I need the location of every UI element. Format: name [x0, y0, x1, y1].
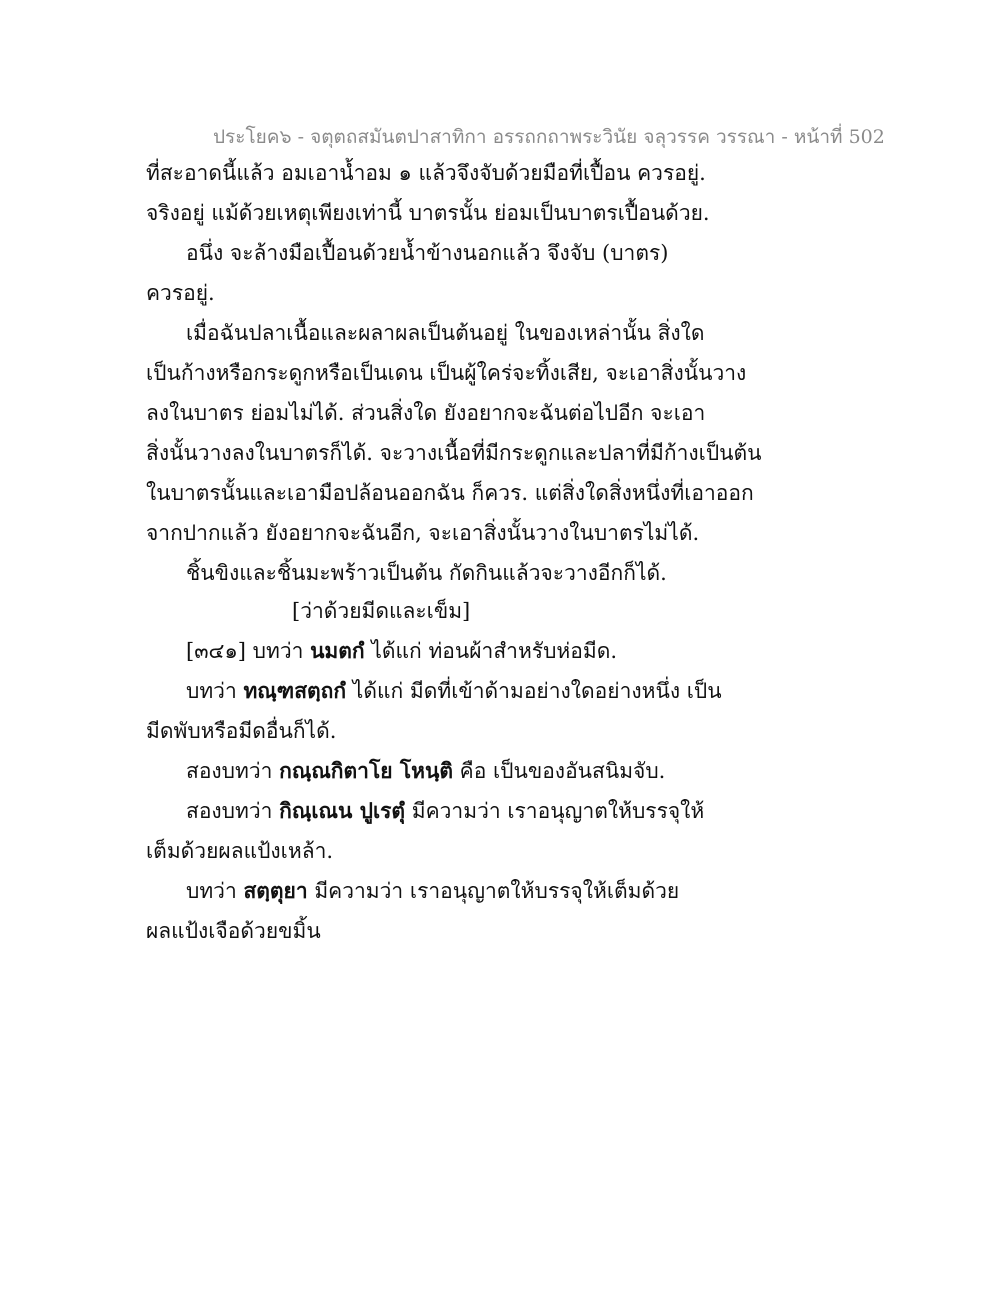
paragraph-341: [186, 636, 617, 666]
pali-term: กณฺณกิตาโย โหนฺติ: [279, 758, 453, 783]
text-span: มีความว่า เราอนุญาตให้บรรจุให้: [405, 799, 705, 823]
text-line: ควรอยู่.: [146, 281, 215, 305]
text-line: เต็มด้วยผลแป้งเหล้า.: [146, 839, 334, 863]
text-span: ได้แก่ มีดที่เข้าด้ามอย่างใดอย่างหนึ่ง เป็น: [346, 679, 722, 703]
text-span: บทว่า: [186, 879, 244, 903]
pali-term: กิณฺเณน ปูเรตุํ: [279, 798, 406, 823]
pali-term: ทณฺฑสตฺถกํ: [243, 678, 347, 703]
text-line: [186, 756, 665, 786]
text-line: อนึ่ง จะล้างมือเปื้อนด้วยน้ำข้างนอกแล้ว จึงจับ (บาตร): [186, 241, 669, 265]
text-line: มีดพับหรือมีดอื่นก็ได้.: [146, 719, 337, 743]
text-line: ในบาตรนั้นและเอามือปล้อนออกฉัน ก็ควร. แต่สิ่งใดสิ่งหนึ่งที่เอาออก: [146, 481, 754, 505]
text-span: สองบทว่า: [186, 799, 280, 823]
pali-term: สตฺตุยา: [243, 878, 308, 903]
text-span: สองบทว่า: [186, 759, 280, 783]
text-line: [186, 796, 704, 826]
page-header: ประโยค๖ - จตุตถสมันตปาสาทิกา อรรถกถาพระวินัย จลุวรรค วรรณา - หน้าที่ 502: [213, 126, 885, 148]
text-span: บทว่า: [245, 639, 311, 663]
text-line: ลงในบาตร ย่อมไม่ได้. ส่วนสิ่งใด ยังอยากจะฉันต่อไปอีก จะเอา: [146, 401, 706, 425]
text-line: จากปากแล้ว ยังอยากจะฉันอีก, จะเอาสิ่งนั้นวางในบาตรไม่ได้.: [146, 521, 700, 545]
text-line: ที่สะอาดนี้แล้ว อมเอาน้ำอม ๑ แล้วจึงจับด้วยมือที่เปื้อน ควรอยู่.: [146, 161, 706, 185]
text-line: [186, 676, 722, 706]
paragraph-number: [๓๔๑]: [186, 639, 246, 663]
text-line: [186, 876, 679, 906]
text-span: คือ เป็นของอันสนิมจับ.: [452, 759, 666, 783]
text-line: เป็นก้างหรือกระดูกหรือเป็นเดน เป็นผู้ใคร่จะทิ้งเสีย, จะเอาสิ่งนั้นวาง: [146, 361, 747, 385]
text-line: ชิ้นขิงและชิ้นมะพร้าวเป็นต้น กัดกินแล้วจะวางอีกก็ได้.: [186, 561, 667, 585]
text-span: มีความว่า เราอนุญาตให้บรรจุให้เต็มด้วย: [307, 879, 680, 903]
text-line: เมื่อฉันปลาเนื้อและผลาผลเป็นต้นอยู่ ในของเหล่านั้น สิ่งใด: [186, 321, 705, 345]
text-line: ผลแป้งเจือด้วยขมิ้น: [146, 919, 321, 943]
section-heading: [ว่าด้วยมีดและเข็ม]: [292, 599, 471, 623]
text-span: ได้แก่ ท่อนผ้าสำหรับห่อมีด.: [364, 639, 618, 663]
text-span: บทว่า: [186, 679, 244, 703]
text-line: จริงอยู่ แม้ด้วยเหตุเพียงเท่านี้ บาตรนั้น ย่อมเป็นบาตรเปื้อนด้วย.: [146, 201, 710, 225]
text-line: สิ่งนั้นวางลงในบาตรก็ได้. จะวางเนื้อที่มีกระดูกและปลาที่มีก้างเป็นต้น: [146, 441, 762, 465]
pali-term: นมตกํ: [310, 638, 365, 663]
